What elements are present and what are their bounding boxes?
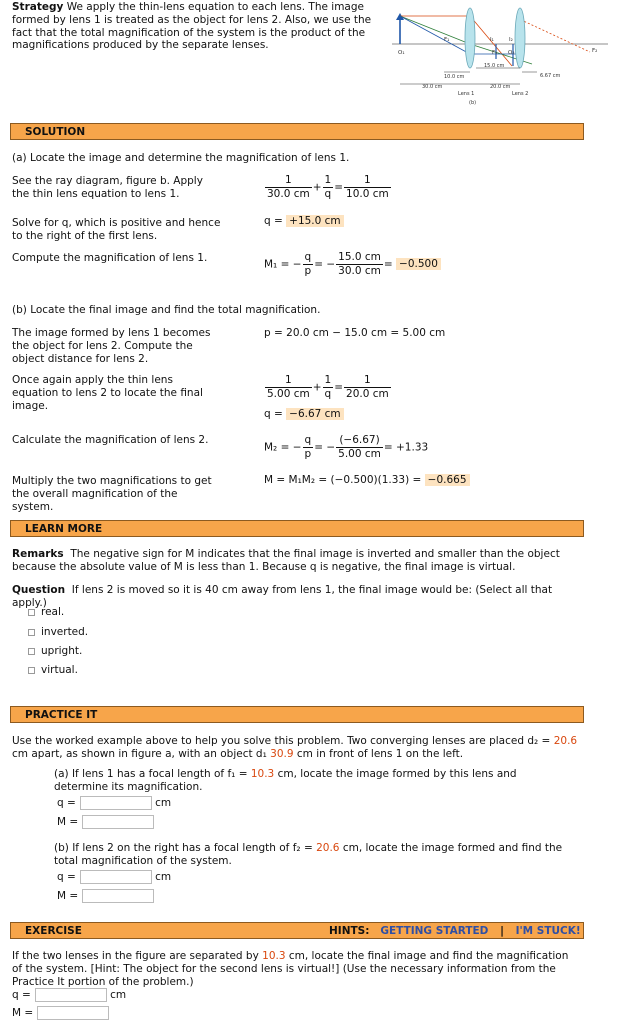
a-m1-value: −0.500 — [396, 258, 441, 270]
practice-b-m-row — [57, 889, 154, 903]
b-m-total-eq: M = M₁M₂ = (−0.500)(1.33) = −0.665 — [264, 474, 470, 487]
question-label: Question — [12, 584, 66, 596]
a-thin-lens-eq: $\frac{1}{30.0 cm}$ + $\frac{1}{q}$ = $\frac{1}{10.0 cm}$ — [267, 174, 389, 200]
d2-value: 20.6 — [553, 735, 578, 747]
b-step1-text: The image formed by lens 1 becomes the object for lens 2. Compute the object distance for lens 2. — [12, 327, 211, 365]
solution-header-label: SOLUTION — [25, 126, 86, 138]
learn-more-header: LEARN MORE — [10, 520, 584, 537]
m-label: M = — [57, 816, 79, 828]
exercise-text: If the two lenses in the figure are separated by 10.3 cm, locate the final image and find the magnification of the system. [Hint: The object for the second lens is virtual!] (Use the necessary information from the Practice It portion of the problem.) — [12, 950, 569, 988]
q-label: q = — [12, 989, 31, 1001]
b-thin-lens-eq: $\frac{1}{5.00 cm}$ + $\frac{1}{q}$ = $\frac{1}{20.0 cm}$ — [267, 374, 389, 400]
exercise-header: EXERCISE HINTS: GETTING STARTED | I'M STUCK! — [10, 922, 584, 939]
unit-label: cm — [155, 871, 172, 883]
a-m1-eq: M₁ = − $\frac{q}{p}$ = − $\frac{15.0 cm}{30.0 cm}$ = −0.500 — [264, 251, 441, 278]
ray-blue — [400, 16, 470, 54]
q-label: q = — [57, 797, 76, 809]
object-arrowhead — [396, 13, 404, 20]
b-q-result: q = −6.67 cm — [264, 408, 344, 421]
b-m2-eq: M₂ = − $\frac{q}{p}$ = − $\frac{(-6.67)}{5.00 cm}$ = +1.33 — [264, 434, 429, 460]
practice-a-m-row — [57, 815, 154, 829]
label-o2: O₂ — [508, 50, 515, 56]
practice-a-m-input[interactable] — [82, 815, 154, 829]
exercise-q-row — [12, 988, 126, 1002]
strategy-label: Strategy — [12, 1, 64, 13]
remarks-paragraph — [12, 548, 577, 574]
f1-value: 10.3 — [250, 768, 275, 780]
label-f2: F₂ — [592, 48, 598, 54]
a-step1-text: See the ray diagram, figure b. Apply the thin lens equation to lens 1. — [12, 175, 203, 200]
lens-ray-diagram — [392, 4, 608, 108]
m-label: M = — [12, 1007, 34, 1019]
exercise-q-input[interactable] — [35, 988, 107, 1002]
option-virtual[interactable]: virtual. — [28, 664, 78, 677]
option-inverted[interactable]: inverted. — [28, 626, 88, 639]
option-real[interactable]: real. — [28, 606, 64, 619]
a-eq-frac1: $\frac{1}{30.0 cm}$ — [267, 174, 310, 200]
checkbox-virtual[interactable] — [28, 667, 35, 674]
b-step2-text: Once again apply the thin lens equation to lens 2 to locate the final image. — [12, 374, 203, 412]
label-i1: I₁ — [490, 37, 494, 43]
checkbox-upright[interactable] — [28, 648, 35, 655]
dim-30-label: 30.0 cm — [422, 84, 443, 90]
option-upright[interactable]: upright. — [28, 645, 82, 658]
checkbox-inverted[interactable] — [28, 629, 35, 636]
checkbox-real[interactable] — [28, 609, 35, 616]
hint-im-stuck-link[interactable]: I'M STUCK! — [515, 925, 581, 937]
exercise-m-input[interactable] — [37, 1006, 109, 1020]
dim-667-label: 6.67 cm — [540, 73, 561, 79]
hints-label: HINTS: — [329, 925, 370, 937]
practice-b-m-input[interactable] — [82, 889, 154, 903]
question-paragraph — [12, 584, 577, 610]
remarks-text: The negative sign for M indicates that the final image is inverted and smaller than the object because the absolute value of M is less than 1. Because q is negative, the final image is virtual. — [12, 548, 560, 573]
a-eq-frac2: $\frac{1}{q}$ — [324, 174, 332, 200]
practice-intro: Use the worked example above to help you solve this problem. Two converging lenses are placed d₂ = 20.6 cm apart, as shown in figure a, with an object d₁ 30.9 cm in front of lens 1 on the left. — [12, 735, 578, 760]
practice-header: PRACTICE IT — [10, 706, 584, 723]
remarks-label: Remarks — [12, 548, 64, 560]
separation-value: 10.3 — [262, 950, 286, 962]
strategy-text: We apply the thin-lens equation to each lens. The image formed by lens 1 is treated as the object for lens 2. Also, we use the fact that the total magnification of the system is the product of the magnifications produced by the separate lenses. — [12, 1, 372, 52]
f2-value: 20.6 — [316, 842, 340, 854]
lens-2-shape — [515, 8, 525, 68]
a-q-value: +15.0 cm — [286, 215, 344, 227]
b-q-value: −6.67 cm — [286, 408, 344, 420]
ray-dashed — [517, 18, 590, 52]
ray-green — [400, 16, 470, 44]
a-step3-text: Compute the magnification of lens 1. — [12, 252, 208, 264]
b-step3-text: Calculate the magnification of lens 2. — [12, 434, 209, 446]
hint-getting-started-link[interactable]: GETTING STARTED — [380, 925, 489, 937]
b-p-eq: p = 20.0 cm − 15.0 cm = 5.00 cm — [264, 327, 446, 339]
b-m-value: −0.665 — [425, 474, 470, 486]
label-i2: I₂ — [509, 37, 513, 43]
label-o1: O₁ — [398, 50, 405, 56]
practice-a-q-input[interactable] — [80, 796, 152, 810]
dim-10-label: 10.0 cm — [444, 74, 465, 80]
practice-part-b: (b) If lens 2 on the right has a focal length of f₂ = 20.6 cm, locate the image formed and find the total magnification of the system. — [54, 842, 563, 867]
lens-2-label: Lens 2 — [512, 91, 529, 97]
lens-1-label: Lens 1 — [458, 91, 475, 97]
exercise-m-row — [12, 1006, 109, 1020]
a-q-result: q = +15.0 cm — [264, 215, 344, 228]
unit-label: cm — [110, 989, 127, 1001]
a-step2-text: Solve for q, which is positive and hence to the right of the first lens. — [12, 217, 221, 242]
lens-1-shape — [465, 8, 475, 68]
figure-caption: (b) — [469, 100, 477, 106]
practice-a-q-row — [57, 796, 171, 810]
b-step4-text: Multiply the two magnifications to get the overall magnification of the system. — [12, 475, 212, 513]
practice-b-q-input[interactable] — [80, 870, 152, 884]
unit-label: cm — [155, 797, 172, 809]
part-a-title: (a) Locate the image and determine the magnification of lens 1. — [12, 152, 350, 164]
a-eq-frac3: $\frac{1}{10.0 cm}$ — [346, 174, 389, 200]
strategy-paragraph — [12, 1, 380, 52]
part-b-title: (b) Locate the final image and find the total magnification. — [12, 304, 321, 316]
practice-part-a: (a) If lens 1 has a focal length of f₁ = 10.3 cm, locate the image formed by this lens and determine its magnification. — [54, 768, 517, 793]
label-f1: F₁ — [444, 37, 450, 43]
solution-header — [10, 123, 584, 140]
hints-bar — [329, 925, 581, 938]
dim-20-label: 20.0 cm — [490, 84, 511, 90]
question-text: If lens 2 is moved so it is 40 cm away from lens 1, the final image would be: (Select all that apply.) — [12, 584, 553, 609]
dim-15-label: 15.0 cm — [484, 63, 505, 69]
hint-separator: | — [500, 925, 504, 937]
practice-b-q-row — [57, 870, 171, 884]
label-f1b: F₁ — [492, 50, 498, 56]
q-label: q = — [57, 871, 76, 883]
d1-value: 30.9 — [270, 747, 294, 760]
m-label: M = — [57, 890, 79, 902]
